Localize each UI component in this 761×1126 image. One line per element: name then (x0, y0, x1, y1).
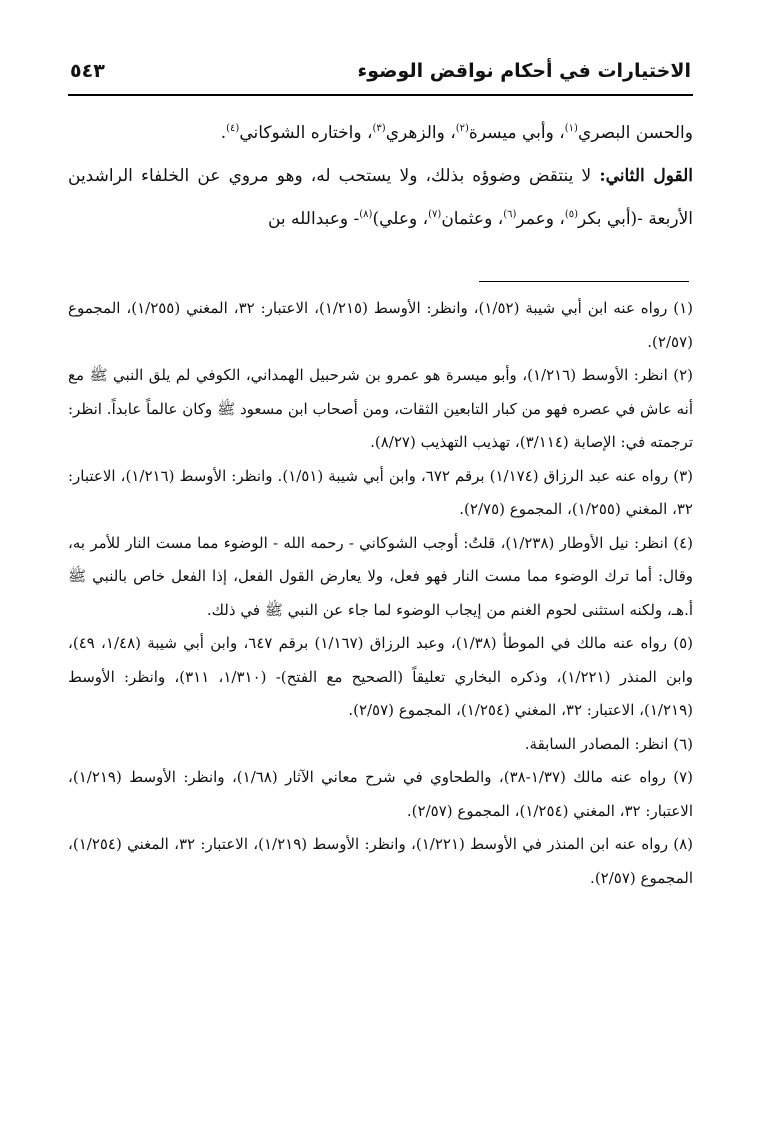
footnote-7: (٧) رواه عنه مالك (١/٣٧-٣٨)، والطحاوي في شرح معاني الآثار (١/٦٨)، وانظر: الأوسط (١/٢١٩)، الاعتبار: ٣٢، المغني (١/٢٥٤)، المجموع (٢/٥٧). (68, 768, 694, 820)
footnote-ref: (٢) (455, 123, 469, 134)
footnote-ref: (٣) (372, 123, 386, 134)
footnote-ref: (٥) (564, 209, 579, 220)
header-rule (68, 94, 693, 96)
footnote-ref: (١) (564, 123, 578, 134)
footnote-separator (479, 281, 689, 282)
footnote-ref: (٦) (503, 209, 517, 220)
footnote-6: (٦) انظر: المصادر السابقة. (524, 734, 693, 753)
section-lead: القول الثاني: (599, 166, 693, 186)
footnote-4: (٤) انظر: نيل الأوطار (١/٢٣٨)، قلتُ: أوجب الشوكاني - رحمه الله - الوضوء مما مست النار للأمر به، وقال: أما ترك الوضوء مما مست النار فهو فعل، ولا يعارض القول الفعل، إذا الفعل خاص بالنبي ﷺ أ.هـ، ولكنه استثنى لحوم الغنم من إيجاب الوضوء لما جاء عن النبي ﷺ في ذلك. (68, 533, 693, 619)
footnote-5: (٥) رواه عنه مالك في الموطأ (١/٣٨)، وعبد الرزاق (١/١٦٧) برقم ٦٤٧، وابن أبي شيبة (١/٤٨، ٤٩)، وابن المنذر (١/٢٢١)، وذكره البخاري تعليقاً (الصحيح مع الفتح)- (١/٣١٠، ٣١١)، وانظر: الأوسط (١/٢١٩)، الاعتبار: ٣٢، المغني (١/٢٥٤)، المجموع (٢/٥٧). (68, 634, 693, 719)
page-number: ٥٤٣ (70, 60, 105, 82)
footnote-2: (٢) انظر: الأوسط (١/٢١٦)، وأبو ميسرة هو عمرو بن شرحبيل الهمداني، الكوفي لم يلق النبي ﷺ مع أنه عاش في عصره فهو من كبار التابعين الثقات، ومن أصحاب ابن مسعود ﷺ وكان عالماً عابداً. انظر: ترجمته في: الإصابة (٣/١١٤)، تهذيب التهذيب (٨/٢٧). (68, 366, 693, 451)
text-run: ، وعلي) (372, 209, 429, 229)
footnote-8: (٨) رواه عنه ابن المنذر في الأوسط (١/٢٢١)، وانظر: الأوسط (١/٢١٩)، الاعتبار: ٣٢، المغني (١/٢٥٤)، المجموع (٢/٥٧). (68, 835, 694, 887)
footnote-ref: (٨) (359, 209, 373, 220)
text-run: لا ينتقض وضوؤه بذلك، ولا يستحب له، وهو مروي عن الخلفاء الراشدين الأربعة -(أبي بكر (68, 166, 693, 229)
paragraph-1 (68, 112, 693, 155)
text-run: ، وعمر (516, 209, 565, 229)
text-run: - وعبدالله بن (267, 209, 360, 229)
footnote-3: (٣) رواه عنه عبد الرزاق (١/١٧٤) برقم ٦٧٢، وابن أبي شيبة (١/٥١). وانظر: الأوسط (١/٢١٦)، الاعتبار: ٣٢، المغني (١/٢٥٥)، المجموع (٢/٧٥). (68, 466, 693, 518)
footnote-ref: (٧) (428, 209, 442, 220)
footnote-1: (١) رواه عنه ابن أبي شيبة (١/٥٢)، وانظر: الأوسط (١/٢١٥)، الاعتبار: ٣٢، المغني (١/٢٥٥)، المجموع (٢/٥٧). (68, 299, 694, 351)
text-run: ، واختاره الشوكاني (239, 123, 373, 143)
footnotes (68, 292, 693, 895)
text-run: والحسن البصري (577, 123, 693, 143)
running-title: الاختيارات في أحكام نواقض الوضوء (357, 60, 691, 82)
running-header (70, 60, 691, 92)
main-text (68, 112, 693, 241)
paragraph-2 (68, 155, 693, 241)
footnote-ref: (٤) (226, 123, 240, 134)
text-run: ، وعثمان (441, 209, 504, 229)
text-run: ، وأبي ميسرة (468, 123, 565, 143)
text-run: . (220, 123, 227, 143)
text-run: ، والزهري (385, 123, 456, 143)
